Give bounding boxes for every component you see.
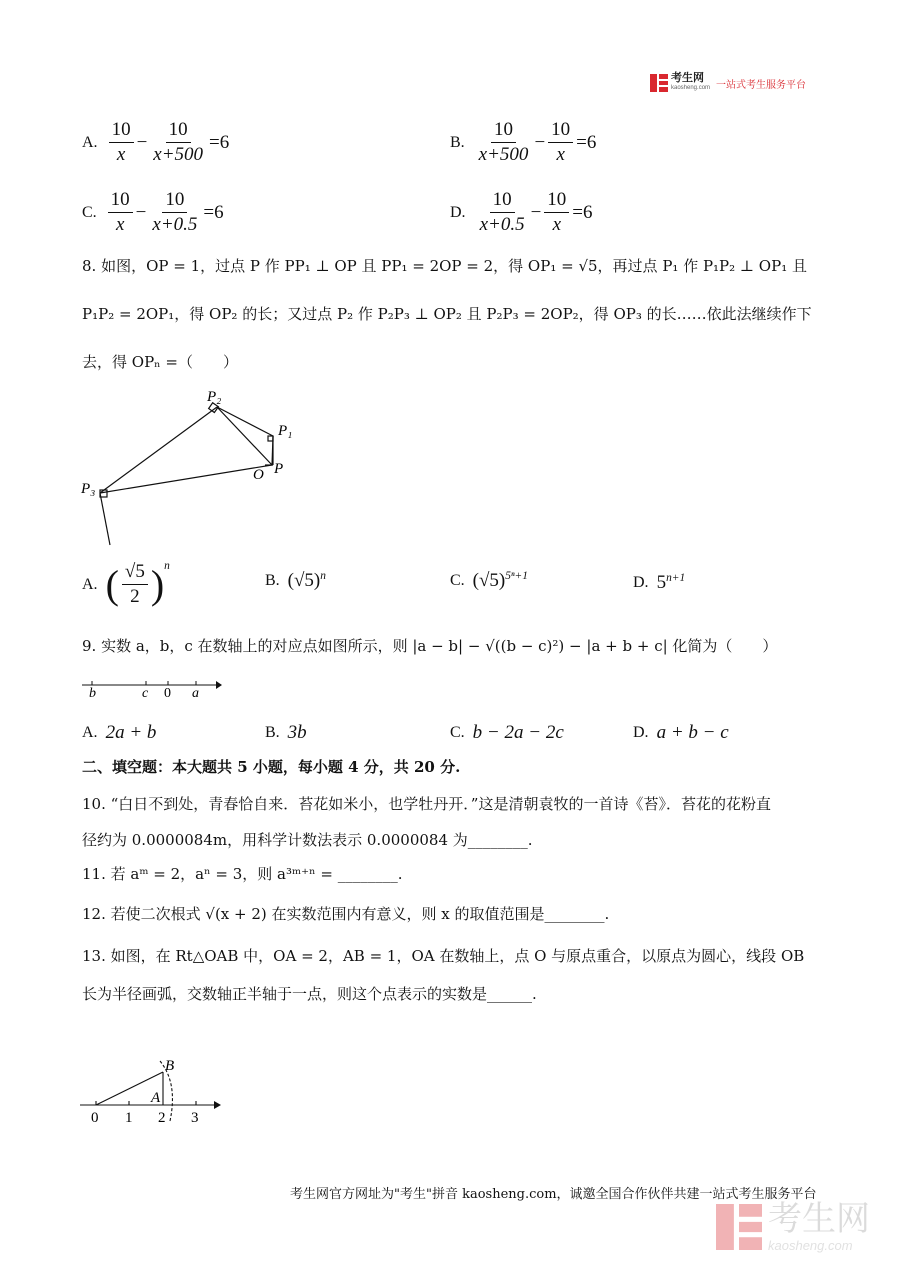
q8-figure [75,385,305,550]
axis-label-a: a [192,686,199,699]
tick-1: 1 [125,1110,133,1126]
brand-domain: kaosheng.com [671,85,711,91]
section2-heading: 二、填空题：本大题共 5 小题，每小题 4 分，共 20 分. [82,758,461,776]
label-p2: P₂ [207,389,222,405]
q7-option-a: A. $\frac{10}{x}$ − $\frac{10}{x+500}$ =6 [82,119,230,165]
label-o: O [253,467,264,483]
watermark-domain: kaosheng.com [768,1238,853,1253]
q7-option-d: D. $\frac{10}{x+0.5}$ − $\frac{10}{x}$ =6 [450,189,593,235]
segment-p3-o [100,465,272,493]
segment-p3-p2 [100,407,217,493]
axis-label-0: 0 [164,686,171,699]
label-a: A [151,1090,161,1106]
axis-label-b: b [89,686,96,699]
q9-option-d: D. a + b − c [633,722,729,743]
brand-logo-icon [650,74,668,92]
q9-option-a: A. 2a + b [82,722,157,743]
tick-0: 0 [91,1110,99,1126]
segment-p2-p1 [217,407,273,436]
header-logo [650,73,806,93]
q13-line1: 13. 如图，在 Rt△OAB 中，OA = 2，AB = 1，OA 在数轴上，点 O 与原点重合，以原点为圆心，线段 OB [82,947,805,965]
label-b: B [165,1058,175,1074]
q7-option-b: B. $\frac{10}{x+500}$ − $\frac{10}{x}$ =6 [450,119,597,165]
label-p3: P₃ [81,481,96,497]
q13-figure [78,1055,228,1127]
q8-line3: 去，得 OPₙ =（ ） [82,353,238,371]
watermark-logo-icon [716,1202,762,1252]
right-angle-p1 [268,436,273,441]
q9-option-b: B. 3b [265,722,307,743]
axis-label-c: c [142,686,149,699]
tick-2: 2 [158,1110,166,1126]
q12-text: 12. 若使二次根式 √(x + 2) 在实数范围内有意义，则 x 的取值范围是________. [82,905,610,923]
q9-stem: 9. 实数 a，b，c 在数轴上的对应点如图所示，则 |a − b| − √((b − c)²) − |a + b + c| 化简为（ ） [82,637,778,655]
footer-text: 考生网官方网址为"考生"拼音 kaosheng.com，诚邀全国合作伙伴共建一站式考生服务平台 [290,1187,817,1202]
q9-option-c: C. b − 2a − 2c [450,722,564,743]
q10-line2: 径约为 0.0000084m，用科学计数法表示 0.0000084 为________. [82,831,533,849]
tick-3: 3 [191,1110,199,1126]
q8-line2: P₁P₂ = 2OP₁，得 OP₂ 的长；又过点 P₂ 作 P₂P₃ ⊥ OP₂ 且 P₂P₃ = 2OP₂，得 OP₃ 的长……依此法继续作下 [82,305,812,323]
label-p1: P₁ [278,423,293,439]
q8-option-a: A. ( $\frac{√5}{2}$ ) $^n$ [82,560,170,607]
footer-watermark [716,1200,870,1253]
q13-line2: 长为半径画弧，交数轴正半轴于一点，则这个点表示的实数是______. [82,985,537,1003]
q7-option-c: C. $\frac{10}{x}$ − $\frac{10}{x+0.5}$ =6 [82,189,224,235]
q11-text: 11. 若 aᵐ = 2，aⁿ = 3，则 a³ᵐ⁺ⁿ = ________. [82,865,403,883]
brand-tagline: 一站式考生服务平台 [716,79,807,91]
q10-line1: 10. “白日不到处，青春恰自来．苔花如米小，也学牡丹开．”这是清朝袁牧的一首诗《苔》．苔花的花粉直 [82,795,771,813]
q8-option-b: B. (√5) $^n$ [265,570,326,591]
segment-p3-tail [100,493,110,545]
q9-number-line [82,675,222,699]
brand-name: 考生网 [671,72,704,84]
q8-option-d: D. 5 $^{n+1}$ [633,572,686,593]
label-p: P [274,461,284,477]
q8-option-c: C. (√5) $^{5^n+1}$ [450,570,528,591]
watermark-text: 考生网 [768,1199,870,1239]
segment-p2-o [217,407,272,465]
q8-line1: 8. 如图，OP = 1，过点 P 作 PP₁ ⊥ OP 且 PP₁ = 2OP = 2，得 OP₁ = √5，再过点 P₁ 作 P₁P₂ ⊥ OP₁ 且 [82,257,807,275]
